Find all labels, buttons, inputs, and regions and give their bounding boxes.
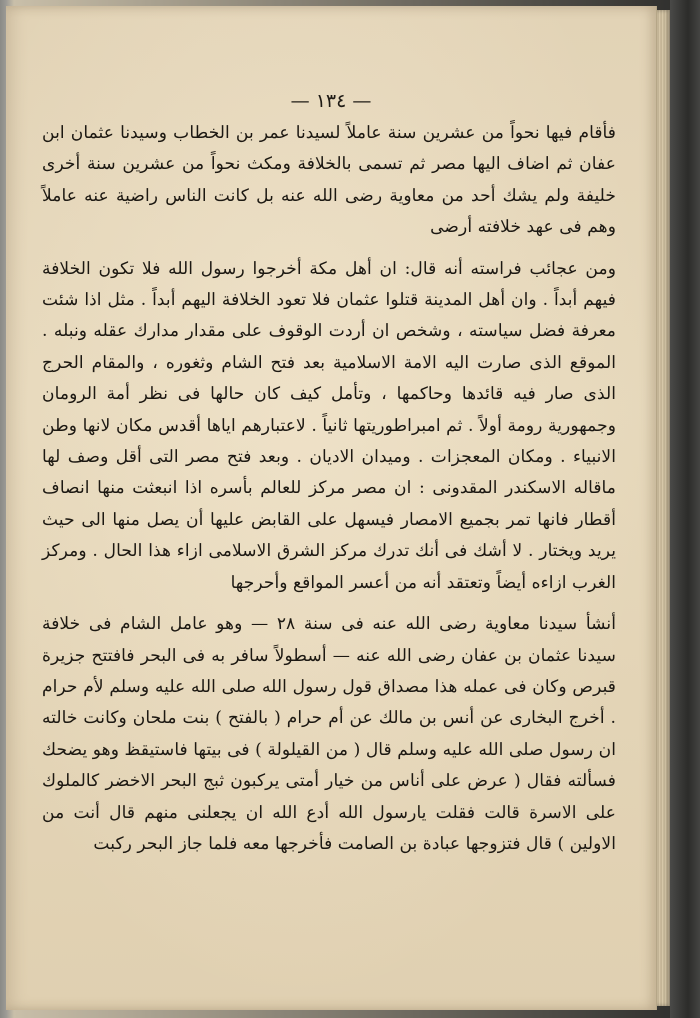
book-page xyxy=(6,6,657,1010)
page-stack-edge xyxy=(656,10,670,1006)
page-number: — ١٣٤ — xyxy=(290,90,372,112)
paragraph-3: أنشأ سيدنا معاوية رضى الله عنه فى سنة ٢٨ — وهو عامل الشام فى خلافة سيدنا عثمان بن عفان رضى الله عنه — أسطولاً سافر به فى البحر فافتتح جزيرة قبرص وكان فى عمله هذا مصداق قول رسول الله صلى الله عليه وسلم لأم حرام . أخرج البخارى عن أنس بن مالك عن أم حرام ( بالفتح ) بنت ملحان وكانت خالته ان رسول صلى الله عليه وسلم قال ( من القيلولة ) فى بيتها فاستيقظ وهو يضحك فسألته فقال ( عرض على أناس من خيار أمتى يركبون ثبج البحر الاخضر كالملوك على الاسرة قالت فقلت يارسول الله أدع الله ان يجعلنى منهم قال أنت من الاولين ) قال فتزوجها عبادة بن الصامت فأخرجها معه فلما جاز البحر ركبت xyxy=(42,614,616,854)
paragraph-2: ومن عجائب فراسته أنه قال: ان أهل مكة أخرجوا رسول الله فلا تكون الخلافة فيهم أبداً . وان أهل المدينة قتلوا عثمان فلا تعود الخلافة اليهم أبداً . مثل اذا شئت معرفة فضل سياسته ، وشخص ان أردت الوقوف على مقدار مدارك عقله ونبله . الموقع الذى صارت اليه الامة الاسلامية بعد فتح الشام وثغوره ، والمقام الحرج الذى صار فيه قائدها وحاكمها ، وتأمل كيف كان حالها فى نظر أمة الرومان وجمهورية رومة أولاً . ثم امبراطوريتها ثانياً . لاعتبارهم اياها أقدس مكان لانها وطن الانبياء . ومكان المعجزات . وميدان الاديان . وبعد فتح مصر التى أقل وصف لها ماقاله الاسكندر المقدونى : ان مصر مركز للعالم بأسره اذا انبعثت منها انصاف أقطار فانها تمر بجميع الامصار فيسهل على القابض عليها أن يصل منها الى حيث يريد ويختار . لا أشك فى أنك تدرك مركز الشرق الاسلامى ازاء هذا الحال . ومركز الغرب ازاءه أيضاً وتعتقد أنه من أعسر المواقع وأحرجها xyxy=(42,258,616,593)
body-text xyxy=(42,118,616,860)
paragraph-1: فأقام فيها نحواً من عشرين سنة عاملاً لسيدنا عمر بن الخطاب وسيدنا عثمان ابن عفان ثم اضاف اليها مصر ثم تسمى بالخلافة ومكث نحواً من عشرين سنة أخرى خليفة ولم يشك أحد من معاوية رضى الله عنه بل كانت الناس راضية عنه عاملاً وهم فى عهد خلافته أرضى xyxy=(42,123,616,238)
book-cover-edge xyxy=(670,0,700,1018)
